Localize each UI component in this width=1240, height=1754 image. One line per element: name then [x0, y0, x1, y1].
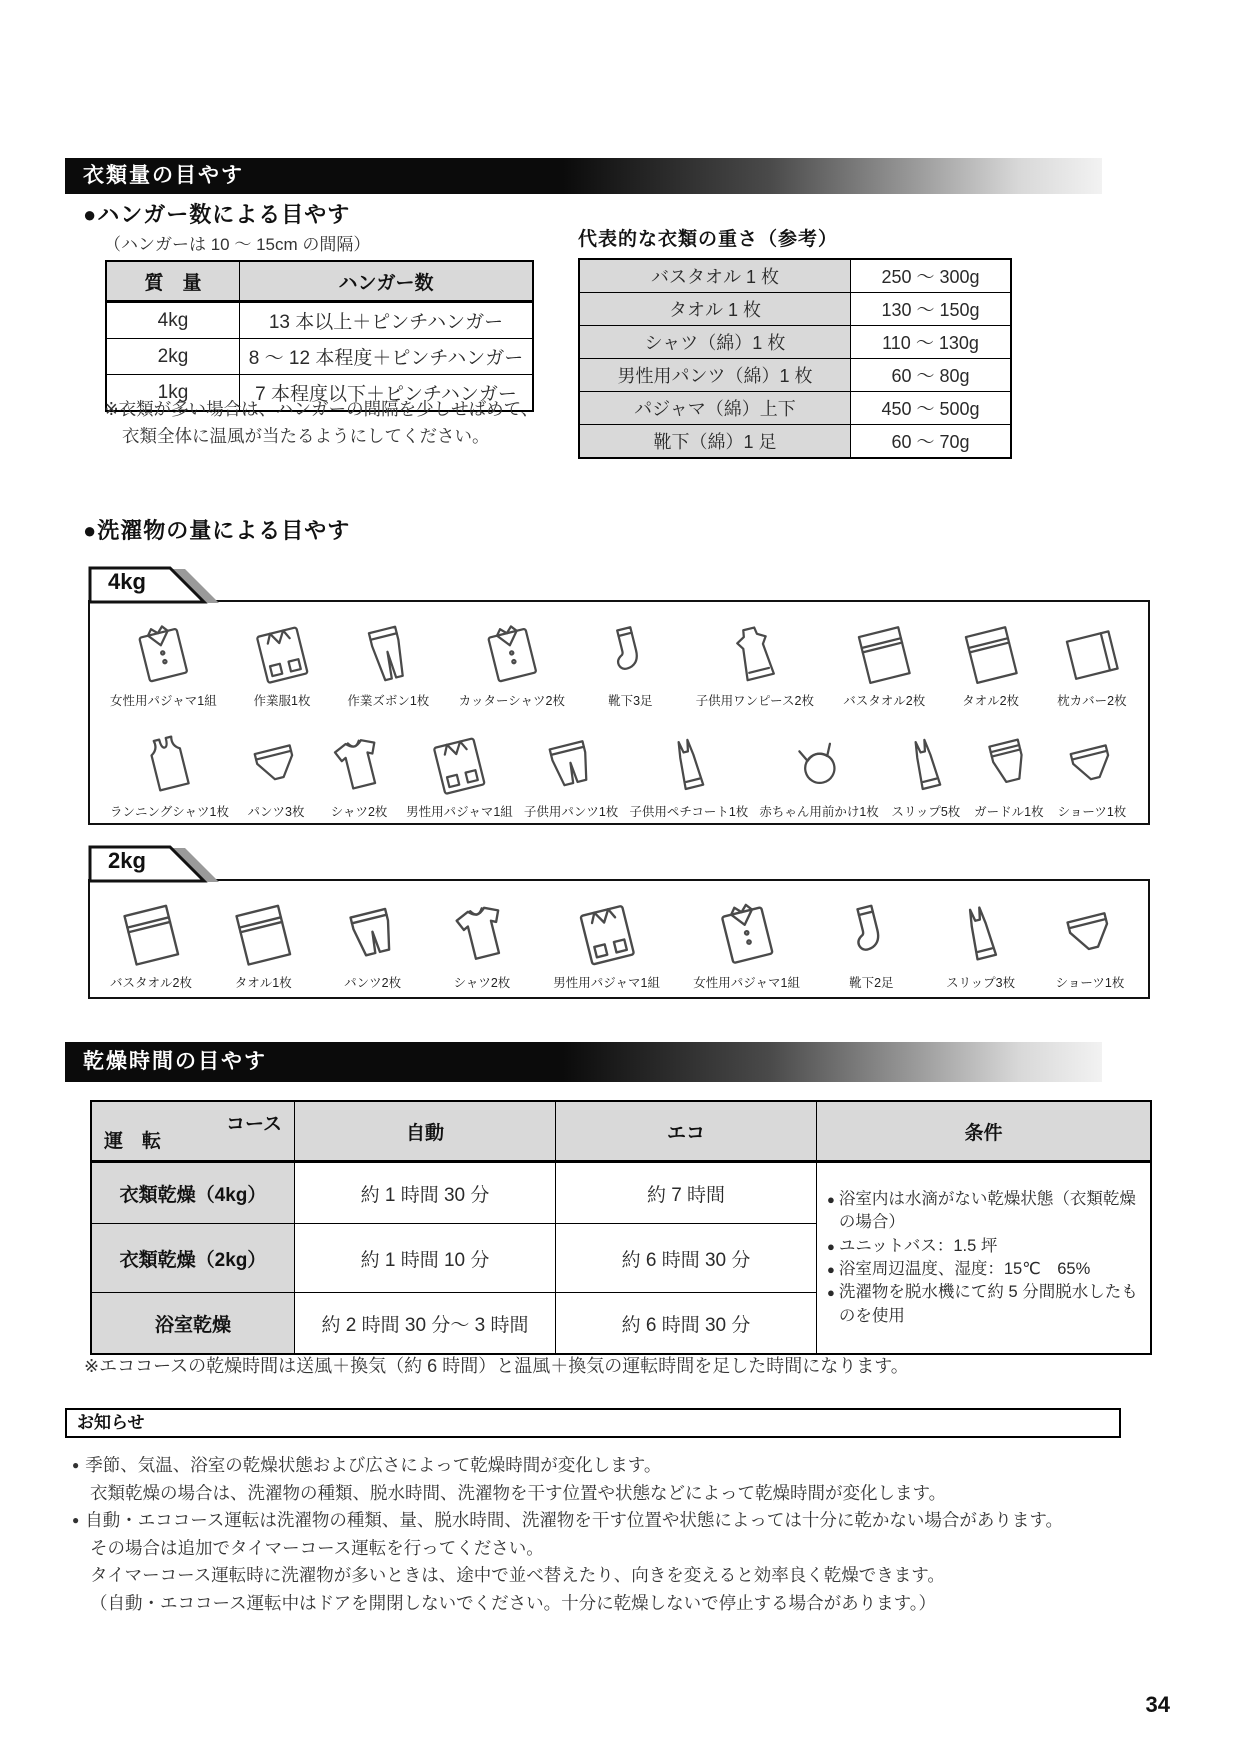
auto-time-cell: 約 1 時間 10 分	[295, 1224, 556, 1293]
notice-title: お知らせ	[77, 1413, 145, 1432]
drying-table-row	[91, 1162, 1151, 1224]
laundry-item-label: 靴下3足	[608, 694, 653, 708]
quantity-cell: 1kg	[106, 375, 240, 412]
laundry-item	[240, 729, 312, 820]
weight-value-cell: 250 〜 300g	[851, 259, 1012, 293]
weight-value-cell: 60 〜 70g	[851, 425, 1012, 459]
notice-title-box	[65, 1408, 1121, 1438]
auto-column-header: 自動	[295, 1101, 556, 1162]
weights-table-row	[579, 293, 1011, 326]
condition-text: 浴室周辺温度、湿度：15℃ 65%	[838, 1260, 1091, 1278]
weights-table-row	[579, 359, 1011, 392]
eco-course-footnote: ※エココースの乾燥時間は送風＋換気（約 6 時間）と温風＋換気の運転時間を足した時間になります。	[84, 1356, 909, 1376]
briefs-icon	[1044, 888, 1136, 980]
drying-time-table	[90, 1100, 1152, 1355]
laundry-amount-heading: ●洗濯物の量による目やす	[83, 518, 351, 543]
clothing-item-cell: 男性用パンツ（綿）1 枚	[579, 359, 851, 392]
weights-table-body	[579, 259, 1011, 458]
laundry-item	[553, 896, 660, 991]
laundry-item-label: 作業服1枚	[253, 694, 311, 708]
laundry-item	[1052, 896, 1128, 991]
laundry-item	[110, 618, 217, 709]
quantity-header-cell: 質 量	[106, 261, 240, 302]
laundry-item-label: シャツ2枚	[453, 976, 511, 990]
folded-shirt-icon	[701, 888, 793, 980]
hanger-count-table	[105, 260, 534, 412]
laundry-item-label: 子供用ペチコート1枚	[629, 805, 749, 819]
course-operation-corner-cell	[91, 1101, 295, 1162]
laundry-item	[629, 729, 748, 820]
weight-value-cell: 450 〜 500g	[851, 392, 1012, 425]
laundry-item	[459, 618, 565, 709]
eco-time-cell: 約 6 時間 30 分	[556, 1224, 817, 1293]
t-shirt-icon	[315, 721, 402, 808]
laundry-item-label: バスタオル2枚	[110, 976, 192, 990]
condition-item	[827, 1258, 1142, 1281]
clothing-item-cell: タオル 1 枚	[579, 293, 851, 326]
hanger-count-heading: ●ハンガー数による目やす	[83, 202, 351, 227]
page-number: 34	[1145, 1692, 1170, 1717]
laundry-item	[406, 729, 513, 820]
auto-time-cell: 約 1 時間 30 分	[295, 1162, 556, 1224]
laundry-item	[973, 729, 1045, 820]
t-shirt-icon	[436, 888, 528, 980]
weight-tab-label: 4kg	[108, 569, 146, 594]
laundry-item	[1056, 729, 1128, 820]
pillowcase-icon	[1048, 610, 1135, 697]
laundry-item-label: タオル2枚	[962, 694, 1020, 708]
laundry-item-label: パンツ2枚	[344, 976, 402, 990]
notice-bullet	[72, 1507, 1162, 1617]
weight-value-cell: 130 〜 150g	[851, 293, 1012, 326]
bullet-icon: ●	[72, 1513, 80, 1527]
laundry-item-label: シャツ2枚	[330, 805, 388, 819]
eco-time-cell: 約 7 時間	[556, 1162, 817, 1224]
laundry-item	[225, 896, 301, 991]
weight-tab-2kg	[88, 845, 226, 883]
eco-column-header: エコ	[556, 1101, 817, 1162]
laundry-row	[90, 602, 1148, 713]
dress-icon	[711, 610, 798, 697]
laundry-item-label: 子供用ワンピース2枚	[695, 694, 814, 708]
laundry-item	[110, 729, 229, 820]
laundry-amount-boxes	[88, 566, 1150, 999]
bullet-icon: ●	[827, 1191, 835, 1207]
socks-icon	[825, 888, 917, 980]
laundry-item-label: タオル1枚	[234, 976, 292, 990]
operation-label-cell: 衣類乾燥（2kg）	[91, 1224, 295, 1293]
drying-table-body	[91, 1101, 1151, 1354]
laundry-item	[943, 896, 1019, 991]
bullet-icon: ●	[827, 1262, 835, 1277]
notice-line	[72, 1507, 1162, 1535]
condition-item	[827, 1235, 1142, 1258]
weight-tab-4kg	[88, 566, 226, 604]
weights-table-row	[579, 425, 1011, 459]
hanger-table-body	[106, 261, 533, 411]
bullet-icon: ●	[827, 1285, 835, 1301]
notice-line	[72, 1452, 1162, 1480]
jacket-icon	[561, 888, 653, 980]
bullet-icon: ●	[72, 1458, 80, 1472]
laundry-item	[323, 729, 395, 820]
laundry-item-label: 赤ちゃん用前かけ1枚	[759, 805, 879, 819]
notice-bullet-list	[72, 1452, 1162, 1617]
clothing-item-cell: シャツ（綿）1 枚	[579, 326, 851, 359]
clothing-item-cell: バスタオル 1 枚	[579, 259, 851, 293]
conditions-column-header: 条件	[817, 1101, 1152, 1162]
laundry-item	[347, 618, 429, 709]
clothing-item-cell: 靴下（綿）1 足	[579, 425, 851, 459]
laundry-item-label: 男性用パジャマ1組	[406, 805, 513, 819]
laundry-row	[90, 713, 1148, 824]
bib-icon	[775, 721, 862, 808]
laundry-box-2kg	[88, 848, 1150, 999]
notice-text: 自動・エココース運転は洗濯物の種類、量、脱水時間、洗濯物を干す位置や状態によっては十分に乾かない場合があります。	[85, 1510, 1063, 1530]
laundry-box-4kg	[88, 569, 1150, 825]
laundry-item-label: 靴下2足	[849, 976, 894, 990]
towel-icon	[841, 610, 928, 697]
hanger-table-header-row	[106, 261, 533, 302]
towel-icon	[947, 610, 1034, 697]
typical-weights-heading: 代表的な衣類の重さ（参考）	[578, 229, 839, 250]
towel-icon	[217, 888, 309, 980]
jacket-icon	[416, 721, 503, 808]
section-title: 衣類量の目やす	[83, 164, 244, 187]
hanger-count-cell: 7 本程度以下＋ピンチハンガー	[240, 375, 534, 412]
laundry-item	[955, 618, 1027, 709]
notice-line: その場合は追加でタイマーコース運転を行ってください。	[90, 1537, 544, 1558]
laundry-item-label: ガードル1枚	[974, 805, 1044, 819]
notice-line: 衣類乾燥の場合は、洗濯物の種類、脱水時間、洗濯物を干す位置や状態などによって乾燥時間が変化します。	[90, 1482, 947, 1503]
folded-shirt-icon	[468, 610, 555, 697]
hanger-count-cell: 13 本以上＋ピンチハンガー	[240, 302, 534, 339]
weight-tab-label: 2kg	[108, 848, 146, 873]
weight-value-cell: 110 〜 130g	[851, 326, 1012, 359]
laundry-item-label: ショーツ1枚	[1055, 976, 1125, 990]
laundry-item-label: パンツ3枚	[247, 805, 305, 819]
folded-shirt-icon	[120, 610, 207, 697]
condition-text: 洗濯物を脱水機にて約 5 分間脱水したものを使用	[838, 1283, 1138, 1325]
laundry-item-label: 女性用パジャマ1組	[110, 694, 217, 708]
eco-time-cell: 約 6 時間 30 分	[556, 1293, 817, 1355]
condition-text: 浴室内は水滴がない乾燥状態（衣類乾燥の場合）	[838, 1189, 1136, 1232]
notice-bullet	[72, 1452, 1162, 1507]
corner-operation-label: 運 転	[104, 1131, 162, 1152]
pants-icon	[345, 610, 432, 697]
laundry-item-label: 女性用パジャマ1組	[693, 976, 800, 990]
hanger-count-header-cell: ハンガー数	[240, 261, 534, 302]
laundry-item	[833, 896, 909, 991]
weights-table-row	[579, 392, 1011, 425]
laundry-item	[110, 896, 192, 991]
condition-item	[827, 1188, 1142, 1235]
socks-icon	[587, 610, 674, 697]
slip-icon	[882, 721, 969, 808]
laundry-item	[696, 618, 814, 709]
laundry-item	[1056, 618, 1128, 709]
notice-line: （自動・エココース運転中はドアを開閉しないでください。十分に乾燥しないで停止する場合があります。）	[90, 1592, 936, 1613]
typical-weights-table	[578, 258, 1012, 459]
condition-item	[827, 1281, 1142, 1328]
weights-table-row	[579, 326, 1011, 359]
laundry-item-label: スリップ5枚	[891, 805, 961, 819]
section-header-drying-time	[65, 1042, 1102, 1082]
footnote-line: 衣類全体に温風が当たるようにしてください。	[122, 426, 490, 446]
laundry-item	[444, 896, 520, 991]
laundry-item-label: 枕カバー2枚	[1057, 694, 1127, 708]
operation-label-cell: 衣類乾燥（4kg）	[91, 1162, 295, 1224]
drying-table-header-row	[91, 1101, 1151, 1162]
laundry-item	[693, 896, 800, 991]
tank-top-icon	[126, 721, 213, 808]
laundry-item	[890, 729, 962, 820]
shorts-icon	[527, 721, 614, 808]
laundry-item	[843, 618, 925, 709]
laundry-item	[335, 896, 411, 991]
shorts-icon	[327, 888, 419, 980]
clothing-item-cell: パジャマ（綿）上下	[579, 392, 851, 425]
weights-table-row	[579, 259, 1011, 293]
jacket-icon	[238, 610, 325, 697]
operation-label-cell: 浴室乾燥	[91, 1293, 295, 1355]
hanger-spacing-note: （ハンガーは 10 〜 15cm の間隔）	[104, 235, 371, 254]
laundry-item-label: 男性用パジャマ1組	[553, 976, 660, 990]
laundry-item-label: カッターシャツ2枚	[458, 694, 565, 708]
girdle-icon	[965, 721, 1052, 808]
towel-icon	[105, 888, 197, 980]
quantity-cell: 2kg	[106, 339, 240, 375]
quantity-cell: 4kg	[106, 302, 240, 339]
laundry-item	[759, 729, 878, 820]
laundry-item-label: ランニングシャツ1枚	[110, 805, 229, 819]
slip-icon	[645, 721, 732, 808]
briefs-icon	[1048, 721, 1135, 808]
hanger-count-cell: 8 〜 12 本程度＋ピンチハンガー	[240, 339, 534, 375]
section-title: 乾燥時間の目やす	[83, 1050, 267, 1073]
footnote-line: ※衣類が多い場合は、ハンガーの間隔を少しせばめて、	[104, 399, 539, 419]
weight-value-cell: 60 〜 80g	[851, 359, 1012, 392]
hanger-table-row	[106, 339, 533, 375]
laundry-row	[90, 881, 1148, 995]
briefs-icon	[232, 721, 319, 808]
bullet-icon: ●	[827, 1238, 835, 1254]
laundry-item	[246, 618, 318, 709]
laundry-item-label: 作業ズボン1枚	[347, 694, 430, 708]
hanger-table-row	[106, 302, 533, 339]
laundry-item-label: バスタオル2枚	[843, 694, 926, 708]
section-header-clothes-amount	[65, 158, 1102, 194]
laundry-item-label: 子供用パンツ1枚	[523, 805, 619, 819]
auto-time-cell: 約 2 時間 30 分〜 3 時間	[295, 1293, 556, 1355]
hanger-footnote	[104, 396, 538, 450]
conditions-cell	[817, 1162, 1152, 1355]
slip-icon	[935, 888, 1027, 980]
notice-text: 季節、気温、浴室の乾燥状態および広さによって乾燥時間が変化します。	[85, 1455, 662, 1475]
corner-course-label: コース	[225, 1114, 282, 1135]
laundry-item-label: ショーツ1枚	[1057, 805, 1127, 819]
condition-text: ユニットバス：1.5 坪	[838, 1236, 998, 1255]
laundry-item	[594, 618, 666, 709]
laundry-item-label: スリップ3枚	[946, 976, 1016, 990]
laundry-item	[524, 729, 618, 820]
notice-line: タイマーコース運転時に洗濯物が多いときは、途中で並べ替えたり、向きを変えると効率良く乾燥できます。	[90, 1565, 945, 1585]
